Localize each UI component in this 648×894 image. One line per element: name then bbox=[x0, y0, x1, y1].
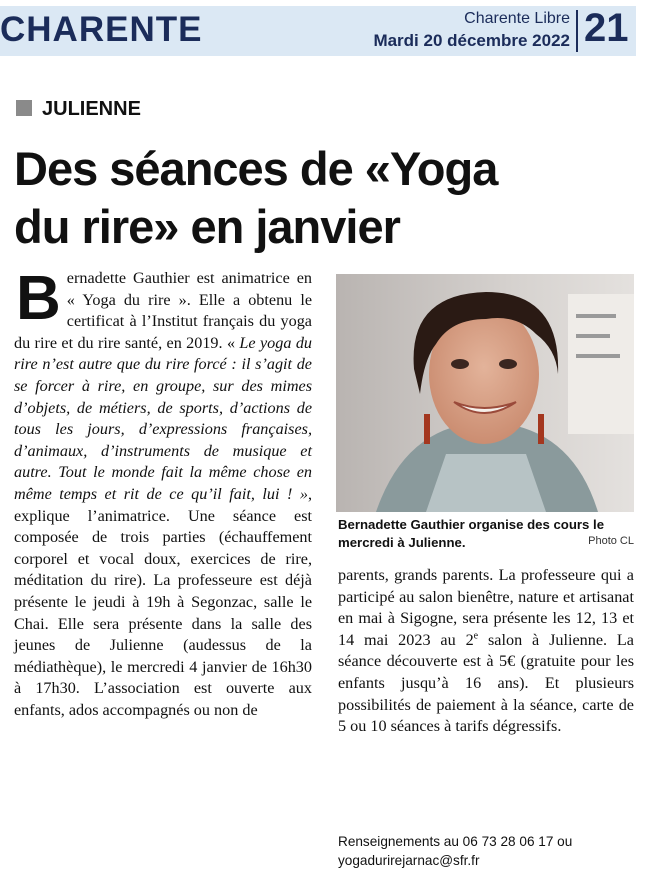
article-kicker bbox=[16, 98, 141, 121]
article-column-2 bbox=[338, 565, 634, 738]
body-text-col2-start: parents, grands parents. La professeure qui a participé au salon bienêtre, nature et artisanat en mai à Sigogne, sera présente les 12, 13 et 14 mai 2023 au 2 bbox=[338, 566, 634, 649]
article-photo bbox=[336, 274, 634, 512]
article-column-1 bbox=[14, 264, 313, 721]
body-text-col2-end: salon à Julienne. La séance découverte est à 5€ (gratuite pour les enfants jusqu’à 16 ans). Et plusieurs possibilités de paiement à la séance, carte de 5 ou 10 séances à tarifs dégressifs. bbox=[338, 630, 634, 736]
headline-line-1: Des séances de «Yoga bbox=[14, 142, 498, 195]
article-paragraph-1 bbox=[14, 264, 313, 721]
drop-cap: B bbox=[16, 264, 61, 333]
article-headline bbox=[14, 140, 634, 256]
article-paragraph-2 bbox=[338, 565, 634, 738]
kicker-square-icon bbox=[16, 100, 32, 116]
page-number-divider bbox=[576, 10, 578, 52]
newspaper-name: Charente Libre bbox=[464, 10, 570, 27]
body-text-continued: , explique l’animatrice. Une séance est composée de trois parties (échauffement corporel et vocal doux, exercices de rire, méditation du rire). La professeure est déjà présente le jeudi à 19h à Segonzac, salle le Chai. Elle sera présente dans la salle des jeunes de Julienne (audessus de la médiathèque), le mercredi 4 janvier de 16h30 à 17h30. L’association est ouverte aux enfants, ados accompagnés ou non de bbox=[14, 484, 312, 719]
headline-line-2: du rire» en janvier bbox=[14, 200, 400, 253]
photo-caption bbox=[338, 516, 634, 552]
portrait-image bbox=[336, 274, 634, 512]
photo-credit: Photo CL bbox=[588, 535, 634, 547]
caption-text: Bernadette Gauthier organise des cours le mercredi à Julienne. bbox=[338, 517, 605, 550]
body-text-intro: ernadette Gauthier est animatrice en « Yoga du rire ». Elle a obtenu le certificat à l’Institut français du yoga du rire et du rire santé, en 2019. « bbox=[14, 269, 312, 352]
page-number: 21 bbox=[584, 6, 629, 50]
body-text-quote: Le yoga du rire n’est autre que du rire forcé : il s’agit de se forcer à rire, en groupe, sur des mimes d’objets, de métiers, de sports, d’actions de tous les jours, d’expressions françaises, d’animaux, d’instruments de musique et autre. Tout le monde fait la même chose en même temps et rit de ce qu’il fait, lui ! » bbox=[14, 333, 313, 503]
kicker-label: JULIENNE bbox=[42, 98, 141, 120]
contact-info: Renseignements au 06 73 28 06 17 ou yogadurirejarnac@sfr.fr bbox=[338, 834, 573, 868]
section-name: CHARENTE bbox=[0, 10, 203, 49]
ordinal-superscript: e bbox=[473, 630, 479, 642]
publication-date: Mardi 20 décembre 2022 bbox=[373, 31, 570, 50]
